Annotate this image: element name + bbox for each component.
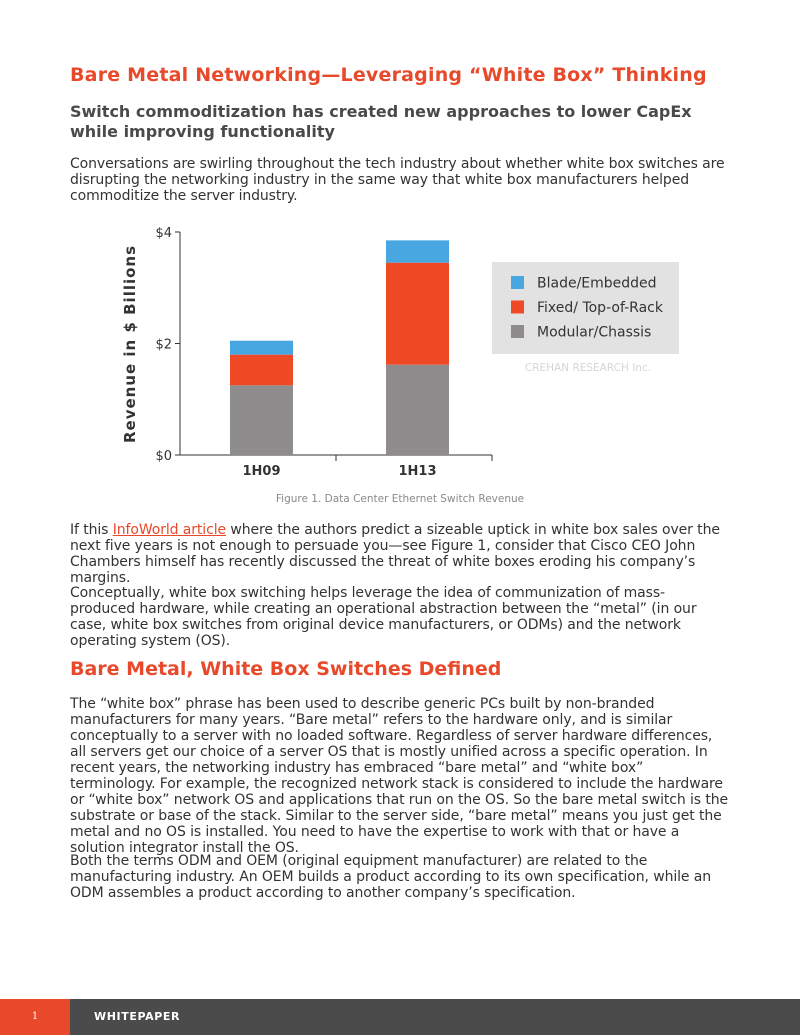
- chart-plot-area: [155, 226, 492, 479]
- chart-bar-1h09-fixed-top-of-rack: [230, 355, 293, 386]
- chart-y-axis-label: Revenue in $ Billions: [121, 244, 139, 444]
- chart-legend-swatch: [511, 325, 524, 338]
- footer-label: WHITEPAPER: [94, 1010, 181, 1023]
- chart-x-tick-label: 1H09: [242, 464, 281, 479]
- revenue-chart: [0, 220, 800, 480]
- chart-legend-label: Modular/Chassis: [537, 324, 652, 341]
- chart-bar-1h13-modular-chassis: [386, 365, 449, 455]
- chart-watermark: CREHAN RESEARCH Inc.: [524, 362, 652, 374]
- infoworld-article-link[interactable]: InfoWorld article: [112, 522, 226, 538]
- paragraph-white-box-phrase: The “white box” phrase has been used to describe generic PCs built by non-branded manufacturers for many years. “Bare metal” refers to the hardware only, and is similar conceptually to a server with no loaded software. Regardless of server hardware differences, all servers get our choice of a server OS that is mostly unified across a specific operation. In recent years, the networking industry has embraced “bare metal” and “white box” terminology. For example, the recognized network stack is considered to include the hardware or “white box” network OS and applications that run on the OS. So the bare metal switch is the substrate or base of the stack. Similar to the server side, “bare metal” means you just get the metal and no OS is installed. You need to have the expertise to work with that or have a solution integrator install the OS.: [70, 696, 728, 856]
- chart-x-tick-label: 1H13: [398, 464, 437, 479]
- chart-bar-1h13-blade-embedded: [386, 240, 449, 262]
- chart-legend-swatch: [511, 301, 524, 314]
- intro-paragraph: Conversations are swirling throughout the tech industry about whether white box switches are disrupting the networking industry in the same way that white box manufacturers helped commoditize the server industry.: [70, 156, 725, 204]
- subheading: Switch commoditization has created new approaches to lower CapEx while improving functionality: [70, 102, 692, 141]
- chart-y-tick-label: $2: [155, 337, 172, 353]
- paragraph-text: where the authors predict a sizeable uptick in white box sales over the next five years is not enough to persuade you—see Figure 1, consider that Cisco CEO John Chambers himself has recently discussed the threat of white boxes eroding his company’s margins.: [70, 522, 720, 586]
- chart-bar-1h09-blade-embedded: [230, 341, 293, 355]
- paragraph-conceptually: Conceptually, white box switching helps leverage the idea of communization of mass-produced hardware, while creating an operational abstraction between the “metal” (in our case, white box switches from original device manufacturers, or ODMs) and the network operating system (OS).: [70, 585, 697, 649]
- paragraph-text: If this: [70, 522, 113, 538]
- chart-y-tick-label: $4: [155, 226, 172, 241]
- chart-legend: [492, 262, 679, 354]
- chart-bar-1h09-modular-chassis: [230, 385, 293, 455]
- footer-bar: [0, 999, 800, 1035]
- page-number: 1: [0, 999, 70, 1035]
- chart-legend-label: Fixed/ Top-of-Rack: [537, 300, 663, 316]
- chart-legend-swatch: [511, 276, 524, 289]
- paragraph-infoworld: [70, 522, 730, 586]
- section-heading: Bare Metal, White Box Switches Defined: [70, 658, 502, 680]
- page-title: Bare Metal Networking—Leveraging “White Box” Thinking: [70, 64, 707, 86]
- paragraph-odm-oem: Both the terms ODM and OEM (original equipment manufacturer) are related to the manufacturing industry. An OEM builds a product according to its own specification, while an ODM assembles a product according to another company’s specification.: [70, 853, 712, 901]
- figure-caption: Figure 1. Data Center Ethernet Switch Revenue: [275, 493, 525, 505]
- chart-bar-1h13-fixed-top-of-rack: [386, 263, 449, 365]
- chart-legend-label: Blade/Embedded: [537, 275, 657, 292]
- chart-y-tick-label: $0: [155, 449, 172, 464]
